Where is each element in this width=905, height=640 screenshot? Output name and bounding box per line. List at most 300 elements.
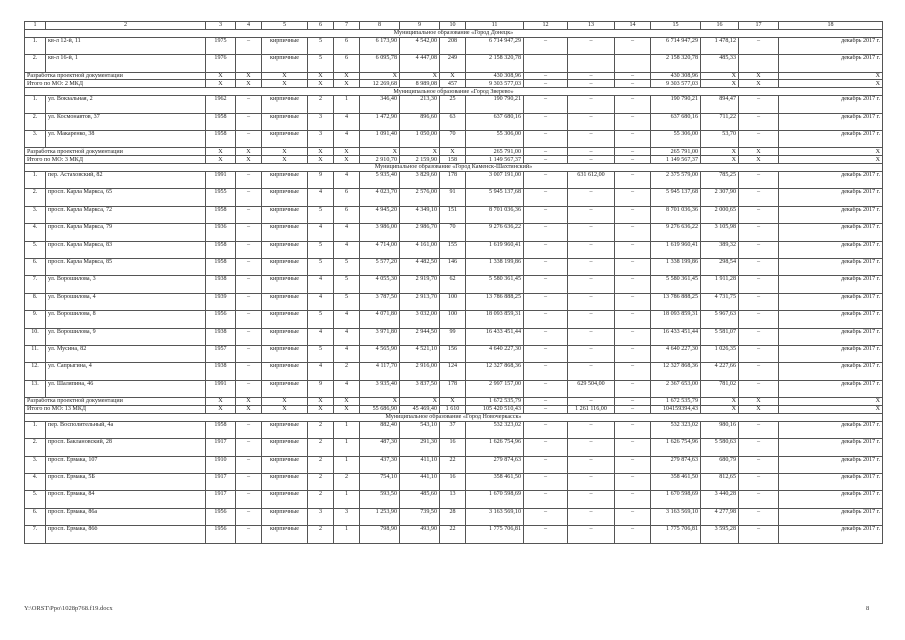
table-cell: X (262, 80, 308, 88)
table-row (25, 224, 883, 241)
table-cell: ул. Сапрыгина, 4 (46, 363, 206, 380)
table-cell: 1 670 598,69 (466, 491, 524, 508)
completion-date: декабрь 2017 г. (779, 456, 883, 473)
table-cell: – (615, 406, 651, 414)
table-cell: 291,30 (400, 439, 440, 456)
table-cell: X (334, 72, 360, 80)
summary-label: Разработка проектной документации (25, 148, 206, 156)
column-number: 13 (568, 22, 615, 30)
table-cell: 2 (308, 96, 334, 113)
table-cell: X (206, 148, 236, 156)
completion-date: декабрь 2017 г. (779, 311, 883, 328)
table-cell: – (524, 363, 568, 380)
table-cell: 37 (440, 421, 466, 438)
table-cell: X (206, 80, 236, 88)
table-cell: X (334, 156, 360, 164)
table-cell: – (739, 293, 779, 310)
table-cell: – (524, 474, 568, 491)
table-cell: 2. (25, 113, 46, 130)
table-cell: 5 945 137,68 (651, 189, 701, 206)
table-cell: 1 672 535,79 (466, 398, 524, 406)
table-cell: 3. (25, 131, 46, 148)
table-cell: – (739, 380, 779, 397)
column-number: 3 (206, 22, 236, 30)
table-cell: кирпичные (262, 206, 308, 223)
table-cell: 493,90 (400, 526, 440, 543)
table-cell: – (568, 526, 615, 543)
table-cell: X (236, 398, 262, 406)
table-cell: 208 (440, 37, 466, 54)
table-cell: X (308, 72, 334, 80)
table-cell: – (739, 113, 779, 130)
table-cell: – (568, 96, 615, 113)
table-cell: X (779, 406, 883, 414)
table-cell: – (739, 363, 779, 380)
table-cell: 2 (308, 491, 334, 508)
table-cell: ул. Макаренко, 38 (46, 131, 206, 148)
table-row (25, 311, 883, 328)
table-row (25, 380, 883, 397)
table-cell: 9 303 577,03 (651, 80, 701, 88)
table-cell: X (308, 148, 334, 156)
table-row (25, 526, 883, 543)
table-cell: X (206, 406, 236, 414)
table-cell: 1910 (206, 456, 236, 473)
table-cell: – (615, 80, 651, 88)
table-cell: – (615, 398, 651, 406)
table-cell: – (568, 189, 615, 206)
table-cell: 1 (334, 439, 360, 456)
table-cell: ул. Ворошилова, 3 (46, 276, 206, 293)
table-row (25, 241, 883, 258)
table-cell: 8 701 036,36 (466, 206, 524, 223)
table-cell: 5 (334, 276, 360, 293)
table-cell: 298,54 (701, 259, 739, 276)
table-cell: X (701, 156, 739, 164)
table-cell: 12. (25, 363, 46, 380)
table-cell: – (524, 380, 568, 397)
table-cell: X (400, 398, 440, 406)
table-cell (739, 55, 779, 72)
table-cell: 1917 (206, 491, 236, 508)
table-cell: 5 (334, 259, 360, 276)
table-cell: – (524, 206, 568, 223)
table-cell: 430 308,96 (651, 72, 701, 80)
table-cell: – (524, 241, 568, 258)
table-cell: 457 (440, 80, 466, 88)
summary-row (25, 80, 883, 88)
table-cell: 6 (334, 55, 360, 72)
table-cell: – (615, 363, 651, 380)
table-cell: 9 276 636,22 (466, 224, 524, 241)
section-row (25, 29, 883, 37)
table-cell: 151 (440, 206, 466, 223)
table-cell: – (568, 439, 615, 456)
table-cell: – (615, 328, 651, 345)
table-cell: – (568, 80, 615, 88)
table-row (25, 363, 883, 380)
summary-row (25, 398, 883, 406)
table-cell: – (236, 456, 262, 473)
table-cell: 13 786 888,25 (466, 293, 524, 310)
table-cell: 5 581,07 (701, 328, 739, 345)
table-cell: 2 307,90 (701, 189, 739, 206)
table-cell: 2 367 653,00 (651, 380, 701, 397)
section-row (25, 88, 883, 96)
table-cell: X (701, 80, 739, 88)
table-cell: 178 (440, 380, 466, 397)
table-cell: 1962 (206, 96, 236, 113)
section-row (25, 413, 883, 421)
table-cell: 279 874,63 (651, 456, 701, 473)
completion-date: декабрь 2017 г. (779, 293, 883, 310)
completion-date: декабрь 2017 г. (779, 421, 883, 438)
table-cell: 13 (440, 491, 466, 508)
table-row (25, 206, 883, 223)
table-cell: X (701, 148, 739, 156)
table-cell: 18 093 859,31 (651, 311, 701, 328)
table-cell: 279 874,63 (466, 456, 524, 473)
completion-date: декабрь 2017 г. (779, 439, 883, 456)
table-cell: 1 619 960,41 (466, 241, 524, 258)
completion-date: декабрь 2017 г. (779, 328, 883, 345)
completion-date: декабрь 2017 г. (779, 345, 883, 362)
table-cell: – (236, 474, 262, 491)
table-cell: X (262, 398, 308, 406)
table-cell: 1955 (206, 189, 236, 206)
summary-label: Итого по МО: 3 МКД (25, 156, 206, 164)
table-cell: кирпичные (262, 241, 308, 258)
table-body (25, 22, 883, 544)
table-cell: 99 (440, 328, 466, 345)
table-cell: 4 (334, 328, 360, 345)
table-cell: 5 (308, 55, 334, 72)
table-cell: 4 (308, 328, 334, 345)
table-cell: просп. Карла Маркса, 79 (46, 224, 206, 241)
table-cell: 1 775 706,81 (651, 526, 701, 543)
column-number-row (25, 22, 883, 30)
table-cell: – (739, 172, 779, 189)
table-cell: 4 071,80 (360, 311, 400, 328)
table-cell: – (524, 224, 568, 241)
table-cell: 485,60 (400, 491, 440, 508)
table-cell: 249 (440, 55, 466, 72)
table-cell: X (262, 72, 308, 80)
column-number: 18 (779, 22, 883, 30)
table-cell: 3 787,50 (360, 293, 400, 310)
table-cell: просп. Ермака, 86а (46, 508, 206, 525)
table-cell: 5 (308, 259, 334, 276)
table-row (25, 508, 883, 525)
table-cell: 631 612,00 (568, 172, 615, 189)
table-cell: X (236, 156, 262, 164)
table-cell: 4 023,70 (360, 189, 400, 206)
table-cell: 1958 (206, 113, 236, 130)
table-cell: ул. Ворошилова, 8 (46, 311, 206, 328)
table-cell: X (739, 156, 779, 164)
table-cell: – (568, 206, 615, 223)
section-title: Муниципальное образование «Город Каменск-Шахтинский» (25, 164, 883, 172)
table-cell: – (568, 148, 615, 156)
table-cell: 8. (25, 293, 46, 310)
table-cell: X (334, 148, 360, 156)
table-cell: – (739, 421, 779, 438)
table-cell: просп. Ермака, 107 (46, 456, 206, 473)
table-row (25, 96, 883, 113)
completion-date: декабрь 2017 г. (779, 491, 883, 508)
table-cell: кирпичные (262, 172, 308, 189)
table-row (25, 259, 883, 276)
table-cell: 4 (308, 276, 334, 293)
table-cell: 2 997 157,00 (466, 380, 524, 397)
table-cell: 1 338 199,86 (651, 259, 701, 276)
table-cell: 2 158 320,78 (466, 55, 524, 72)
table-cell: – (615, 380, 651, 397)
table-cell: 1 338 199,86 (466, 259, 524, 276)
table-cell: 798,90 (360, 526, 400, 543)
table-cell: – (236, 508, 262, 525)
table-cell: 178 (440, 172, 466, 189)
completion-date: декабрь 2017 г. (779, 224, 883, 241)
table-cell: – (568, 491, 615, 508)
table-cell: 190 790,21 (466, 96, 524, 113)
table-cell: – (524, 421, 568, 438)
table-cell: 2 (308, 439, 334, 456)
table-cell: 100 (440, 293, 466, 310)
table-cell: кирпичные (262, 224, 308, 241)
table-cell: – (524, 259, 568, 276)
summary-label: Разработка проектной документации (25, 398, 206, 406)
table-cell: 4 (308, 363, 334, 380)
table-cell: 5 945 137,68 (466, 189, 524, 206)
table-cell: 16 (440, 439, 466, 456)
table-cell: 1. (25, 96, 46, 113)
table-cell: 437,30 (360, 456, 400, 473)
table-cell: – (524, 491, 568, 508)
table-cell: 543,10 (400, 421, 440, 438)
table-cell: 5 (308, 311, 334, 328)
table-cell: – (739, 439, 779, 456)
table-cell: 3. (25, 206, 46, 223)
column-number: 17 (739, 22, 779, 30)
table-cell: – (568, 259, 615, 276)
table-cell: – (615, 37, 651, 54)
table-cell: 4 (308, 293, 334, 310)
table-cell: 70 (440, 224, 466, 241)
table-cell: 1 610 (440, 406, 466, 414)
table-cell: 785,25 (701, 172, 739, 189)
table-cell: 2 (334, 363, 360, 380)
table-cell: 980,16 (701, 421, 739, 438)
table-cell: – (615, 259, 651, 276)
table-cell: 1 672 535,79 (651, 398, 701, 406)
table-cell: – (739, 131, 779, 148)
table-cell: кирпичные (262, 474, 308, 491)
table-cell: 2 (308, 456, 334, 473)
table-cell: 5 (308, 206, 334, 223)
table-cell: кирпичные (262, 96, 308, 113)
table-cell: ул. Мусина, 82 (46, 345, 206, 362)
table-cell: 1 050,00 (400, 131, 440, 148)
table-cell: 12 327 868,36 (466, 363, 524, 380)
table-cell: кирпичные (262, 328, 308, 345)
completion-date: декабрь 2017 г. (779, 508, 883, 525)
section-row (25, 164, 883, 172)
table-cell: пер. Астаховский, 82 (46, 172, 206, 189)
table-cell: 4 117,70 (360, 363, 400, 380)
table-cell: 2 944,50 (400, 328, 440, 345)
table-cell: 4 640 227,30 (651, 345, 701, 362)
table-cell: – (615, 526, 651, 543)
table-cell: 3 163 569,10 (466, 508, 524, 525)
table-cell: X (360, 398, 400, 406)
table-row (25, 439, 883, 456)
column-number: 5 (262, 22, 308, 30)
table-cell: X (440, 72, 466, 80)
table-cell: X (739, 72, 779, 80)
table-cell: 3 105,98 (701, 224, 739, 241)
table-cell: кирпичные (262, 345, 308, 362)
table-cell: X (360, 148, 400, 156)
table-cell: 63 (440, 113, 466, 130)
table-cell: 1958 (206, 241, 236, 258)
table-cell: X (400, 148, 440, 156)
table-cell: – (236, 526, 262, 543)
table-cell: 2 986,70 (400, 224, 440, 241)
table-cell: кирпичные (262, 311, 308, 328)
table-cell: 5. (25, 241, 46, 258)
table-row (25, 328, 883, 345)
table-cell: кирпичные (262, 363, 308, 380)
table-cell: – (739, 189, 779, 206)
table-cell (524, 55, 568, 72)
table-cell: – (236, 491, 262, 508)
table-cell: – (568, 345, 615, 362)
table-cell: – (524, 439, 568, 456)
table-cell: 1975 (206, 37, 236, 54)
table-cell: 2 (308, 526, 334, 543)
table-cell: – (615, 189, 651, 206)
table-cell: кирпичные (262, 37, 308, 54)
table-cell: X (334, 406, 360, 414)
table-cell: 156 (440, 345, 466, 362)
table-cell: 4 (334, 113, 360, 130)
table-cell: – (739, 328, 779, 345)
table-cell: 3 032,00 (400, 311, 440, 328)
table-cell: 4 (308, 224, 334, 241)
table-cell: X (701, 406, 739, 414)
table-cell: – (236, 224, 262, 241)
table-cell: X (739, 398, 779, 406)
table-cell: 62 (440, 276, 466, 293)
table-cell: 411,10 (400, 456, 440, 473)
completion-date: декабрь 2017 г. (779, 55, 883, 72)
table-cell: 1958 (206, 259, 236, 276)
table-cell: просп. Карла Маркса, 85 (46, 259, 206, 276)
table-cell: кирпичные (262, 131, 308, 148)
table-cell: – (568, 328, 615, 345)
table-cell: 4. (25, 224, 46, 241)
table-cell: – (236, 241, 262, 258)
table-cell: кирпичные (262, 508, 308, 525)
table-cell: X (262, 156, 308, 164)
table-cell: 91 (440, 189, 466, 206)
table-cell: 3 163 569,10 (651, 508, 701, 525)
table-cell: 146 (440, 259, 466, 276)
table-cell: X (779, 398, 883, 406)
table-cell: 637 680,16 (466, 113, 524, 130)
table-cell: X (334, 398, 360, 406)
table-cell: X (779, 148, 883, 156)
table-cell: 4 945,20 (360, 206, 400, 223)
table-cell: 1956 (206, 508, 236, 525)
table-cell: 532 323,02 (466, 421, 524, 438)
table-cell: 11. (25, 345, 46, 362)
table-cell: 5 (308, 345, 334, 362)
table-row (25, 491, 883, 508)
table-cell: 16 433 451,44 (651, 328, 701, 345)
table-cell: 487,30 (360, 439, 400, 456)
table-cell: – (615, 241, 651, 258)
table-cell: кирпичные (262, 276, 308, 293)
table-cell: – (615, 96, 651, 113)
table-cell: 18 093 859,31 (466, 311, 524, 328)
table-cell: 4 (308, 189, 334, 206)
table-cell: 6. (25, 259, 46, 276)
table-cell: кирпичные (262, 259, 308, 276)
table-cell: кирпичные (262, 421, 308, 438)
table-cell: 1938 (206, 328, 236, 345)
table-cell: 2 913,70 (400, 293, 440, 310)
table-cell: 1938 (206, 276, 236, 293)
table-cell: – (568, 363, 615, 380)
table-cell: 6 (334, 189, 360, 206)
table-cell: 6 714 947,29 (466, 37, 524, 54)
table-cell: 2. (25, 189, 46, 206)
table-cell: X (308, 406, 334, 414)
table-cell: кирпичные (262, 526, 308, 543)
table-cell: 1 626 754,96 (466, 439, 524, 456)
table-cell: 4 277,98 (701, 508, 739, 525)
table-cell: – (739, 345, 779, 362)
table-cell: 1 253,90 (360, 508, 400, 525)
table-cell: X (262, 406, 308, 414)
table-cell: 4 640 227,30 (466, 345, 524, 362)
table-cell: – (524, 131, 568, 148)
summary-row (25, 406, 883, 414)
table-cell: 2 375 579,00 (651, 172, 701, 189)
table-cell: – (236, 113, 262, 130)
table-cell: X (440, 398, 466, 406)
table-cell: 124 (440, 363, 466, 380)
table-cell: пер. Восполительный, 4а (46, 421, 206, 438)
table-cell: X (334, 80, 360, 88)
completion-date: декабрь 2017 г. (779, 241, 883, 258)
table-cell: 441,10 (400, 474, 440, 491)
table-cell: 9. (25, 311, 46, 328)
table-cell: – (739, 241, 779, 258)
table-cell: 53,70 (701, 131, 739, 148)
table-cell: X (236, 148, 262, 156)
table-cell: ул. Шаляпина, 46 (46, 380, 206, 397)
column-number: 14 (615, 22, 651, 30)
table-cell: просп. Карла Маркса, 65 (46, 189, 206, 206)
table-cell: 4 (334, 380, 360, 397)
table-cell: – (739, 224, 779, 241)
table-cell: кирпичные (262, 293, 308, 310)
completion-date: декабрь 2017 г. (779, 37, 883, 54)
table-cell: – (524, 148, 568, 156)
